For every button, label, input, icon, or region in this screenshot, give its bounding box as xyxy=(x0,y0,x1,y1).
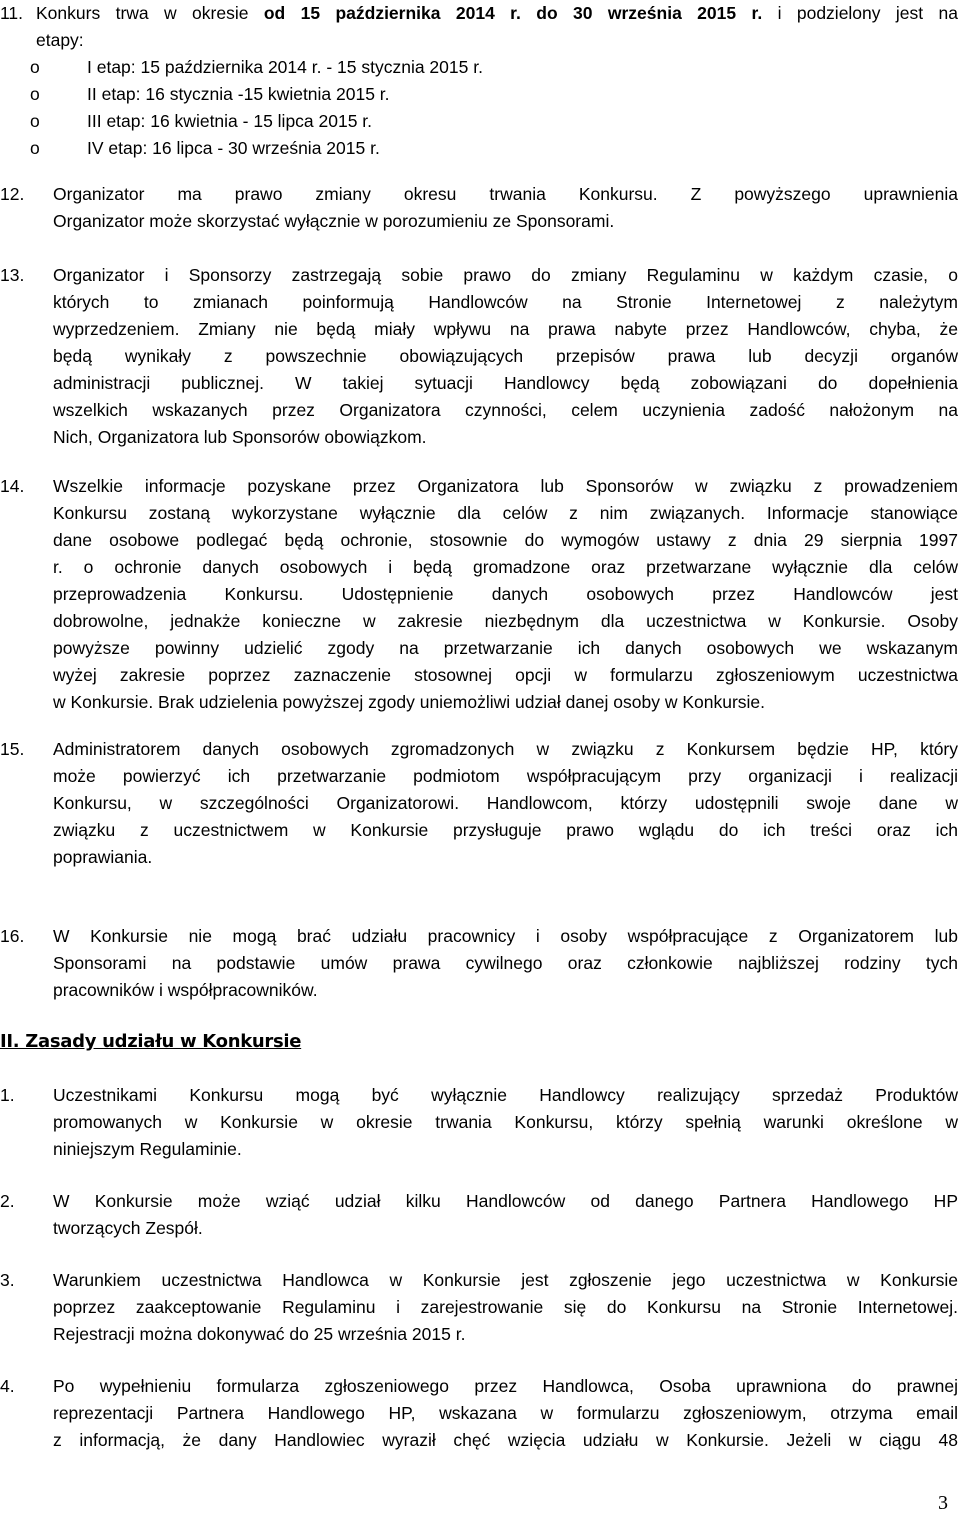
rule-line: Po wypełnieniu formularza zgłoszeniowego przez Handlowca, Osoba uprawniona do prawnej xyxy=(53,1376,958,1396)
rule-line: reprezentacji Partnera Handlowego HP, wskazana w formularzu zgłoszeniowym, otrzyma email xyxy=(53,1403,958,1423)
clause-line: powyższe powinny udzielić zgody na przetwarzanie ich danych osobowych we wskazanym xyxy=(53,638,958,658)
clause-line: wszelkich wskazanych przez Organizatora czynności, celem uczynienia zadość nałożonym na xyxy=(53,400,958,420)
clause-number: 16. xyxy=(0,926,25,946)
clause-line: związku z uczestnictwem w Konkursie przysługuje prawo wglądu do ich treści oraz ich xyxy=(53,820,958,840)
rule-line: Warunkiem uczestnictwa Handlowca w Konkursie jest zgłoszenie jego uczestnictwa w Konkursie xyxy=(53,1270,958,1290)
clause-line: poprawiania. xyxy=(53,847,153,867)
clause-15 xyxy=(0,736,958,871)
clause-number: 13. xyxy=(0,265,25,285)
clause-line: W Konkursie nie mogą brać udziału pracownicy i osoby współpracujące z Organizatorem lub xyxy=(53,926,958,946)
rule-3 xyxy=(0,1267,958,1348)
rule-text xyxy=(53,1188,958,1242)
contest-period: od 15 października 2014 r. do 30 września 2015 r. xyxy=(263,3,763,23)
clause-text xyxy=(36,0,958,54)
clause-line: Wszelkie informacje pozyskane przez Organizatora lub Sponsorów w związku z prowadzeniem xyxy=(53,476,958,496)
clause-line: Konkursu zostaną wykorzystane wyłącznie dla celów z nim związanych. Informacje stanowiące xyxy=(53,503,958,523)
clause-line: Organizator może skorzystać wyłącznie w porozumieniu ze Sponsorami. xyxy=(53,211,615,231)
clause-text xyxy=(53,736,958,871)
clause-12 xyxy=(0,181,958,235)
clause-line: których to zmianach poinformują Handlowców na Stronie Internetowej z należytym xyxy=(53,292,958,312)
rule-text xyxy=(53,1373,958,1454)
clause-line: Konkursu, w szczególności Organizatorowi. Handlowcom, którzy udostępnili swoje dane w xyxy=(53,793,958,813)
clause-number: 12. xyxy=(0,184,25,204)
bullet-icon: o xyxy=(30,111,40,131)
rule-number: 3. xyxy=(0,1270,15,1290)
clause-line: wyżej zakresie poprzez zaznaczenie stosownej opcji w formularzu zgłoszeniowym uczestnictwa xyxy=(53,665,958,685)
clause-line: w Konkursie. Brak udzielenia powyższej zgody uniemożliwi udział danej osoby w Konkursie. xyxy=(53,692,766,712)
clause-11: 11. Konkurs trwa w okresie od 15 października 2014 r. do 30 września 2015 r. i podzielony jest na etapy: o I etap: 15 października 2014 r. - 15 stycznia 2015 r. o II etap: 16 stycznia -15 kwietnia 2015 r. o III etap: 16 kwietnia - 15 lipca 2015 r. o IV etap: 16 lipca - 30 września 2015 r. xyxy=(0,0,958,54)
clause-text xyxy=(53,923,958,1004)
page-number: 3 xyxy=(938,1492,948,1514)
clause-16 xyxy=(0,923,958,1004)
clause-number: 15. xyxy=(0,739,25,759)
clause-13 xyxy=(0,262,958,451)
clause-line: wyprzedzeniem. Zmiany nie będą miały wpływu na prawa nabyte przez Handlowców, chyba, że xyxy=(53,319,958,339)
clause-line: r. o ochronie danych osobowych i będą gromadzone oraz przetwarzane wyłącznie dla celów xyxy=(53,557,958,577)
clause-text xyxy=(53,262,958,451)
clause-line: Administratorem danych osobowych zgromadzonych w związku z Konkursem będzie HP, który xyxy=(53,739,958,759)
clause-line: przeprowadzenia Konkursu. Udostępnienie danych osobowych przez Handlowców jest xyxy=(53,584,958,604)
clause-line: Sponsorami na podstawie umów prawa cywilnego oraz członkowie najbliższej rodziny tych xyxy=(53,953,958,973)
rule-text xyxy=(53,1082,958,1163)
section-heading: II. Zasady udziału w Konkursie xyxy=(0,1031,302,1052)
clause-line: Organizator ma prawo zmiany okresu trwania Konkursu. Z powyższego uprawnienia xyxy=(53,184,958,204)
clause-14 xyxy=(0,473,958,716)
clause-line: administracji publicznej. W takiej sytuacji Handlowcy będą zobowiązani do dopełnienia xyxy=(53,373,958,393)
bullet-icon: o xyxy=(30,138,40,158)
rule-1 xyxy=(0,1082,958,1163)
rule-line: niniejszym Regulaminie. xyxy=(53,1139,242,1159)
clause-line: może powierzyć ich przetwarzanie podmiotom współpracującym przy organizacji i realizacji xyxy=(53,766,958,786)
rule-text xyxy=(53,1267,958,1348)
rule-line: promowanych w Konkursie w okresie trwania Konkursu, którzy spełnią warunki określone w xyxy=(53,1112,958,1132)
clause-number: 11. xyxy=(0,3,24,23)
clause-line: dobrowolne, jednakże konieczne w zakresie niezbędnym dla uczestnictwa w Konkursie. Osoby xyxy=(53,611,958,631)
clause-number: 14. xyxy=(0,476,25,496)
rule-line: W Konkursie może wziąć udział kilku Handlowców od danego Partnera Handlowego HP xyxy=(53,1191,958,1211)
clause-line: etapy: xyxy=(36,30,84,50)
rule-2 xyxy=(0,1188,958,1242)
rule-number: 1. xyxy=(0,1085,15,1105)
rule-number: 4. xyxy=(0,1376,15,1396)
clause-text xyxy=(53,473,958,716)
clause-text xyxy=(53,181,958,235)
rule-line: poprzez zaakceptowanie Regulaminu i zarejestrowanie się do Konkursu na Stronie Internetowej. xyxy=(53,1297,958,1317)
rule-4 xyxy=(0,1373,958,1454)
clause-line: Organizator i Sponsorzy zastrzegają sobie prawo do zmiany Regulaminu w każdym czasie, o xyxy=(53,265,958,285)
clause-line: pracowników i współpracowników. xyxy=(53,980,318,1000)
clause-line: dane osobowe podlegać będą ochronie, stosownie do wymogów ustawy z dnia 29 sierpnia 1997 xyxy=(53,530,958,550)
bullet-icon: o xyxy=(30,57,40,77)
rule-line: Uczestnikami Konkursu mogą być wyłącznie Handlowcy realizujący sprzedaż Produktów xyxy=(53,1085,958,1105)
clause-line: Konkurs trwa w okresie od 15 października 2014 r. do 30 września 2015 r. i podzielony jest na xyxy=(36,3,958,23)
clause-line: Nich, Organizatora lub Sponsorów obowiązkom. xyxy=(53,427,427,447)
rule-line: tworzących Zespół. xyxy=(53,1218,203,1238)
rule-line: z informacją, że dany Handlowiec wyraził chęć wzięcia udziału w Konkursie. Jeżeli w ciągu 48 xyxy=(53,1430,958,1450)
bullet-icon: o xyxy=(30,84,40,104)
rule-line: Rejestracji można dokonywać do 25 września 2015 r. xyxy=(53,1324,466,1344)
rule-number: 2. xyxy=(0,1191,15,1211)
clause-line: będą wynikały z powszechnie obowiązujących przepisów prawa lub decyzji organów xyxy=(53,346,958,366)
